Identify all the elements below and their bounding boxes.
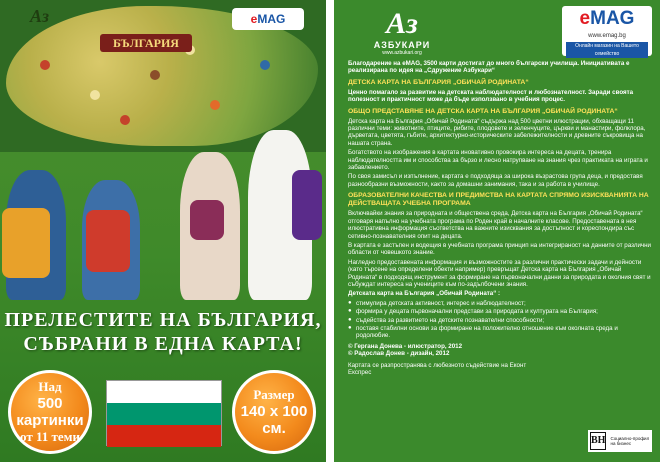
badge-line: 500 картинки [16, 395, 84, 429]
paragraph: Богатството на изображения в картата иновативно провокира интереса на децата, тренира наблюдателността им и способства за бързо и лесно натрупване на знания чрез практиката на играта и забавлението. [348, 149, 648, 172]
list-item: ● поставя стабилни основи за формиране на положително отношение към околната среда и родолюбие. [348, 325, 652, 340]
partner-logo [588, 430, 652, 452]
emag-tagline: Онлайн магазин на Вашето семейство [566, 42, 648, 58]
badge-pictures-count [8, 370, 92, 454]
emag-logo-small [232, 8, 304, 30]
section-heading: ОБЩО ПРЕДСТАВЯНЕ НА ДЕТСКА КАРТА НА БЪЛГАРИЯ „ОБИЧАЙ РОДИНАТА“ [348, 107, 618, 115]
map-icon [150, 70, 160, 80]
backpack-icon [86, 210, 130, 272]
emag-logo [562, 6, 652, 56]
article-body [348, 60, 652, 378]
paragraph: Нагледно предоставената информация и възможностите за различни практически задачи и дейности (като търсене на определени обекти например) превръщат Детска карта на България „Обичай Родината“ в подходящ инструмент за формиране на първоначални данни за природата и околния свят и събуждат интереса на учениците към по-задълбочени знания. [348, 258, 651, 288]
map-icon [90, 90, 100, 100]
azbukari-url: www.azbukari.org [382, 50, 422, 56]
badge-size [232, 370, 316, 454]
slogan [0, 308, 326, 356]
credit-line: © Радослав Донев - дизайн, 2012 [348, 350, 450, 358]
emag-mag: MAG [257, 12, 286, 26]
partner-text: Социално-профил на бизнес [610, 436, 650, 446]
map-icon [40, 60, 50, 70]
distribution-note: Картата се разпространява с любезното съдействие на Еконт Експрес [348, 361, 527, 376]
paragraph: Включвайки знания за природната и обществена среда, Детска карта на България „Обичай Родината“ отговаря напълно на учебната програма по Роден край в началните класове. Предоставената в нея илюстративна информация съответства на важните изисквания за достъпност и кореспондира със сетивно-познавателния опит на децата. [348, 210, 643, 240]
credit-line: © Гергана Донева - илюстратор, 2012 [348, 342, 463, 350]
map-title: БЪЛГАРИЯ [100, 34, 192, 52]
flag-stripe-red [107, 425, 221, 447]
children-photo [0, 130, 326, 300]
emag-wordmark [562, 6, 652, 32]
emag-e: e [579, 8, 591, 29]
intro-paragraph: Благодарение на eMAG, 3500 карти достигат до много български училища. Инициативата е реализирана по идея на „Сдружение Азбукари“ [348, 60, 630, 75]
paragraph: В картата е застъпен и водещия в учебната програма принцип на интегрираност на данните от различни области от човешкото знание. [348, 241, 652, 257]
credits [348, 343, 652, 358]
badge-line: от 11 теми [20, 429, 80, 444]
section-heading: ДЕТСКА КАРТА НА БЪЛГАРИЯ „ОБИЧАЙ РОДИНАТА“ [348, 78, 529, 86]
backpack-icon [292, 170, 322, 240]
bulgarian-flag-icon [106, 380, 222, 446]
list-item: ● съдейства за развитието на детските познавателни способности; [348, 317, 652, 324]
flag-stripe-white [107, 381, 221, 403]
slogan-line-1: ПРЕЛЕСТИТЕ НА БЪЛГАРИЯ, [4, 309, 322, 331]
badge-line: Размер [253, 387, 295, 402]
poster-left-panel [0, 0, 326, 462]
paragraph: Детска карта на България „Обичай Родината“ съдържа над 500 цветни илюстрации, обхващащи 11 различни теми: животните, птиците, рибите, плодовете и зеленчуците, църкви и манастири, фолклора, дърветата, цветята, гъбите, архитектурно-историческите забележителности и древните съкровища на нашата страна. [348, 117, 646, 147]
emag-e: e [250, 12, 258, 26]
map-icon [260, 60, 270, 70]
list-heading: Детската карта на България „Обичай Родината“ : [348, 290, 501, 298]
azbukari-logo [362, 8, 442, 58]
flag-stripe-green [107, 403, 221, 425]
section-heading: ОБРАЗОВАТЕЛНИ КАЧЕСТВА И ПРЕДИМСТВА НА КАРТАТА СПРЯМО ИЗИСКВАНИЯТА НА ДЕЙСТВАЩАТА УЧЕБНА ПРОГРАМА [348, 192, 649, 208]
badge-line: Над [38, 379, 62, 394]
emag-mag: MAG [590, 8, 635, 29]
map-logo: Аз [30, 6, 50, 26]
paragraph: По своя замисъл и изпълнение, картата е подходяща за широка възрастова група деца, и предоставя разнообразни възможности, както за домашни занимания, така и за работа в училище. [348, 173, 643, 188]
partner-mark: BH [590, 432, 606, 450]
backpack-icon [2, 208, 50, 278]
azbukari-name: АЗБУКАРИ [373, 40, 431, 50]
emag-url: www.emag.bg [588, 33, 626, 39]
benefits-list [348, 300, 652, 340]
paragraph: Ценно помагало за развитие на детската наблюдателност и любознателност. Заради своята полезност и практичност може да бъде използвано в учебния процес. [348, 88, 634, 104]
map-icon [120, 115, 130, 125]
book-icon [190, 200, 224, 240]
map-icon [210, 100, 220, 110]
azbukari-mark: Аз [386, 7, 418, 40]
poster-right-panel [334, 0, 660, 462]
badge-line: 140 х 100 см. [240, 403, 308, 437]
slogan-line-2: СЪБРАНИ В ЕДНА КАРТА! [23, 333, 303, 355]
list-item: ● формира у децата първоначални представи за природата и културата на България; [348, 308, 652, 315]
list-item: ● стимулира детската активност, интерес и наблюдателност; [348, 300, 652, 307]
